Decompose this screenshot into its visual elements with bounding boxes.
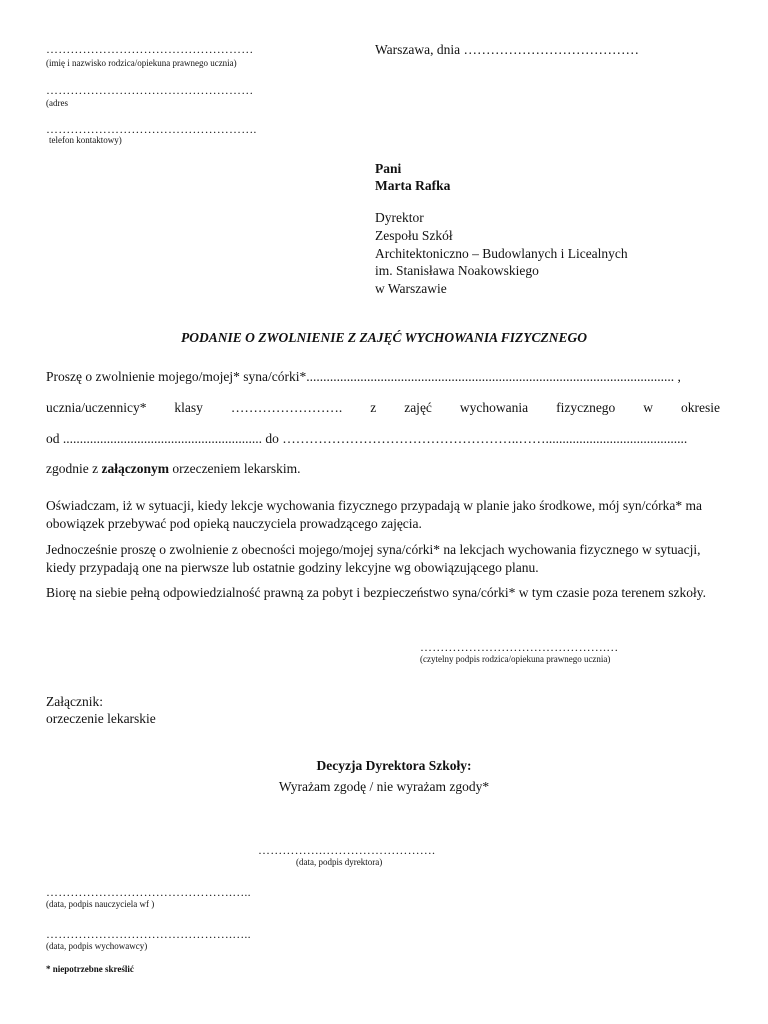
line2-word: klasy [174,400,203,415]
request-line-2 [46,400,720,416]
place-and-date: Warszawa, dnia ………………………………… [375,42,639,57]
line2-word: ucznia/uczennicy* [46,400,147,415]
footnote: * niepotrzebne skreślić [46,964,134,974]
address-dotted-line: …………………………………………… [46,83,254,97]
parent-signature-caption: (czytelny podpis rodzica/opiekuna prawnego ucznia) [420,654,611,664]
recipient-school-line-2: Architektoniczno – Budowlanych i Licealnych [375,246,628,261]
line2-word: w [643,400,654,415]
request-line-4 [46,461,301,477]
recipient-school-line-1: Zespołu Szkół [375,228,453,243]
address-caption: (adres [46,98,68,108]
request-line-1: Proszę o zwolnienie mojego/mojej* syna/córki*............................................................................................................. , [46,369,681,384]
tutor-signature-caption: (data, podpis wychowawcy) [46,941,148,951]
statement-paragraph-1: Oświadczam, iż w sytuacji, kiedy lekcje wychowania fizycznego przypadają w planie jako środkowe, mój syn/córka* ma obowiązek przebywać pod opieką nauczyciela prowadzącego zajęcia. [46,498,703,531]
decision-heading: Decyzja Dyrektora Szkoły: [316,758,472,773]
recipient-salutation: Pani [375,161,402,176]
parent-name-dotted-line: …………………………………………… [46,42,254,56]
document-title: PODANIE O ZWOLNIENIE Z ZAJĘĆ WYCHOWANIA FIZYCZNEGO [180,330,588,345]
attachment-label: Załącznik: [46,694,103,709]
statement-paragraph-2: Jednocześnie proszę o zwolnienie z obecności mojego/mojej syna/córki* na lekcjach wychowania fizycznego w sytuacji, kiedy przypadają one na pierwsze lub ostatnie godziny lekcyjne wg obowiązującego planu. [46,542,701,575]
line4-prefix: zgodnie z [46,461,102,476]
recipient-school-line-3: im. Stanisława Noakowskiego [375,263,539,278]
parent-signature-dotted-line: ……………………………………….… [420,640,619,654]
tutor-signature-dotted-line: ……………………………………….….. [46,927,251,941]
line2-word: okresie [681,400,720,415]
line2-word: fizycznego [556,400,616,415]
line2-word: ……………………. [230,400,343,415]
attachment-item: orzeczenie lekarskie [46,711,156,726]
line2-word: wychowania [459,400,529,415]
statement-paragraph-3: Biorę na siebie pełną odpowiedzialność prawną za pobyt i bezpieczeństwo syna/córki* w tym czasie poza terenem szkoły. [46,585,707,600]
decision-text: Wyrażam zgodę / nie wyrażam zgody* [278,779,490,794]
line4-suffix: orzeczeniem lekarskim. [168,461,301,476]
recipient-name: Marta Rafka [375,178,451,193]
line4-bold: załączonym [101,461,169,476]
parent-name-caption: (imię i nazwisko rodzica/opiekuna prawnego ucznia) [46,58,237,68]
phone-dotted-line: ……………………………………………. [46,122,257,136]
recipient-role: Dyrektor [375,210,424,225]
request-line-3: od ........................................................... do ……………………………………………..…….......................................... [46,431,688,446]
director-signature-dotted-line: …………….………………………. [258,843,436,857]
line2-word: z [370,400,377,415]
line2-word: zajęć [404,400,432,415]
recipient-city: w Warszawie [375,281,447,296]
phone-caption: telefon kontaktowy) [49,135,122,145]
teacher-signature-caption: (data, podpis nauczyciela wf ) [46,899,155,909]
director-signature-caption: (data, podpis dyrektora) [296,857,383,867]
teacher-signature-dotted-line: ……………………………………….….. [46,885,251,899]
